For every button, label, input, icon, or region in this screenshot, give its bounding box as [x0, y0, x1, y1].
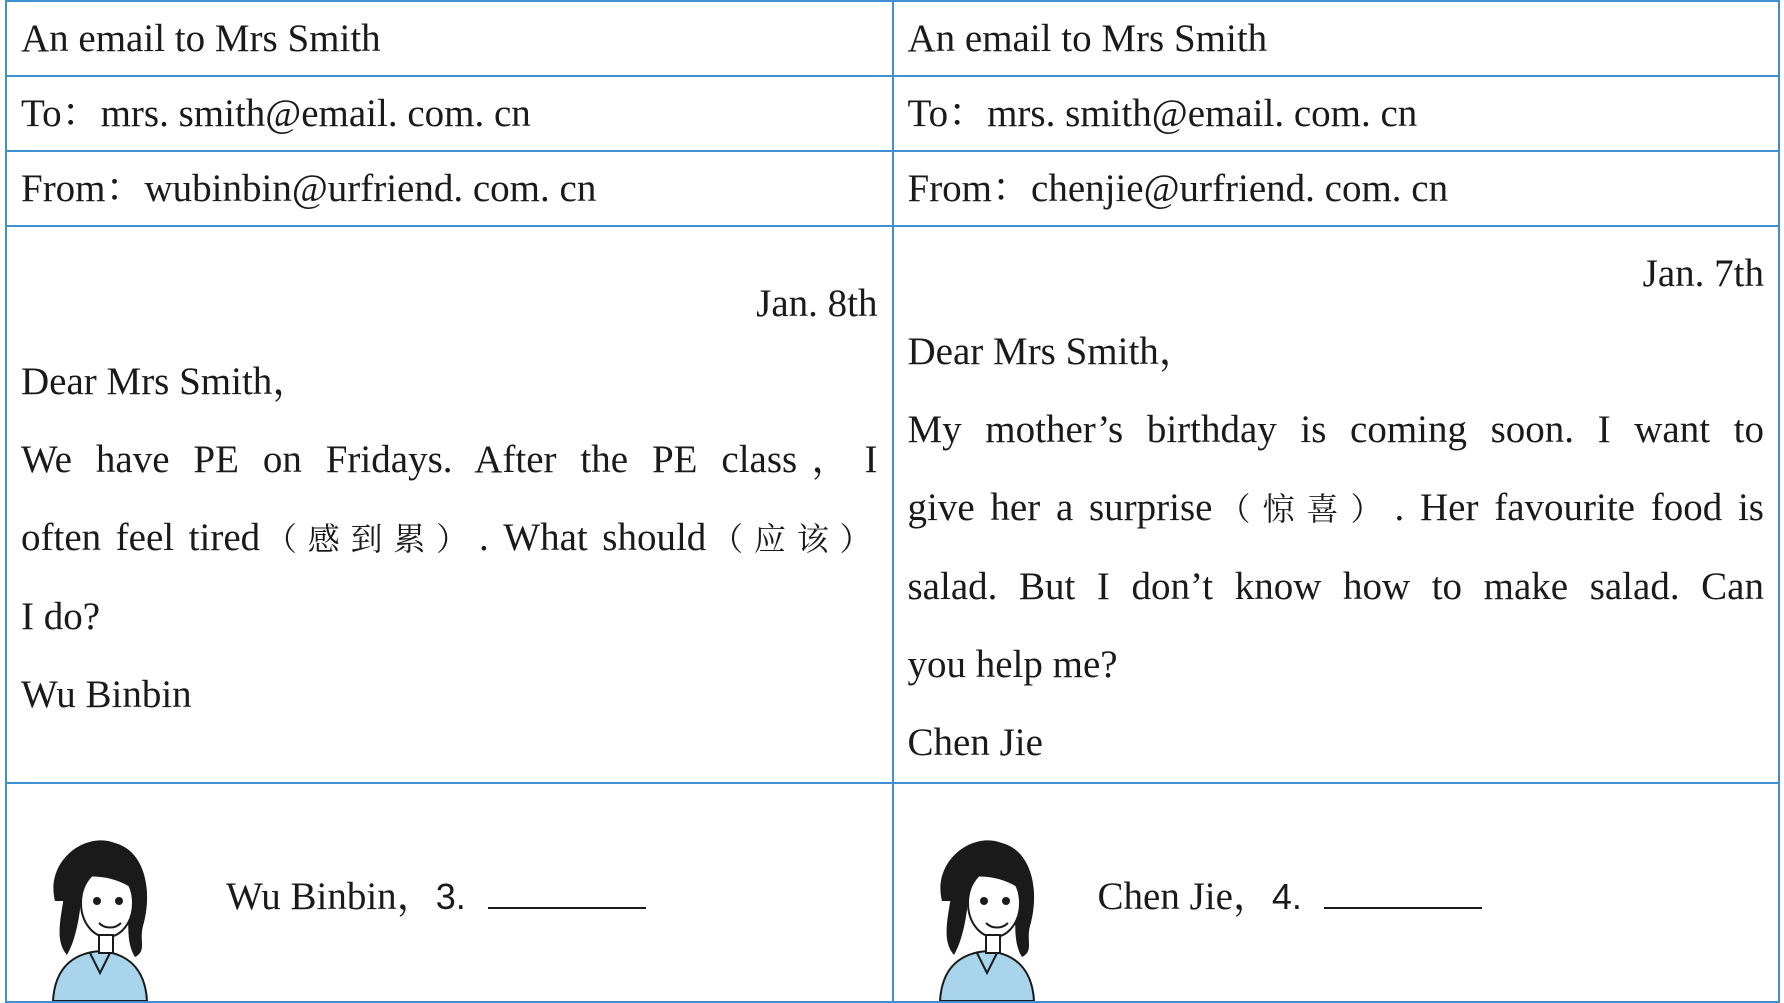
right-date: Jan. 7th	[1642, 252, 1764, 295]
right-signature: Chen Jie	[907, 721, 1043, 764]
left-from-cell	[6, 151, 893, 226]
left-date: Jan. 8th	[756, 282, 878, 325]
left-to-cell	[6, 76, 893, 151]
left-letter-cell	[6, 226, 893, 783]
email-comparison-table	[5, 0, 1780, 976]
left-answer-prompt	[226, 865, 646, 921]
right-email-title: An email to Mrs Smith	[907, 17, 1268, 60]
girl-avatar-icon	[922, 831, 1052, 1001]
left-to-field: To：mrs. smith@email. com. cn	[21, 92, 531, 135]
right-answer-cell	[893, 783, 1780, 1002]
left-letter	[21, 265, 892, 734]
right-answer-label: Chen Jie，	[1097, 874, 1272, 918]
left-body-line-1: We have PE on Fridays. After the PE class，I	[21, 438, 878, 481]
right-to-field: To：mrs. smith@email. com. cn	[907, 92, 1418, 135]
right-from-cell	[893, 151, 1780, 226]
right-letter-cell	[893, 226, 1780, 783]
left-from-field: From：wubinbin@urfriend. com. cn	[21, 167, 597, 210]
right-body-line-3: salad. But I don’t know how to make salad. Can	[907, 565, 1764, 608]
right-to-cell	[893, 76, 1780, 151]
right-answer-blank[interactable]	[1324, 906, 1482, 909]
left-body-line-2: often feel tired（感到累）. What should（应该）	[21, 516, 878, 559]
right-letter	[908, 235, 1779, 782]
left-signature: Wu Binbin	[21, 673, 192, 716]
left-question-number: 3.	[435, 875, 466, 917]
right-body-line-2: give her a surprise（惊喜）. Her favourite food is	[907, 486, 1764, 529]
left-body-line-3: I do?	[21, 595, 101, 638]
right-greeting: Dear Mrs Smith，	[907, 330, 1198, 373]
left-answer-blank[interactable]	[488, 906, 646, 909]
left-answer-cell	[6, 783, 893, 1002]
left-title-cell	[6, 1, 893, 76]
right-body-line-1: My mother’s birthday is coming soon. I want to	[907, 408, 1764, 451]
left-email-title: An email to Mrs Smith	[21, 17, 381, 60]
right-title-cell	[893, 1, 1780, 76]
right-question-number: 4.	[1271, 875, 1302, 917]
right-answer-prompt	[1098, 865, 1482, 921]
girl-avatar-icon	[35, 831, 165, 1001]
left-greeting: Dear Mrs Smith，	[21, 360, 312, 403]
right-body-line-4: you help me?	[907, 643, 1118, 686]
left-answer-label: Wu Binbin，	[226, 874, 436, 918]
right-from-field: From：chenjie@urfriend. com. cn	[907, 167, 1449, 210]
